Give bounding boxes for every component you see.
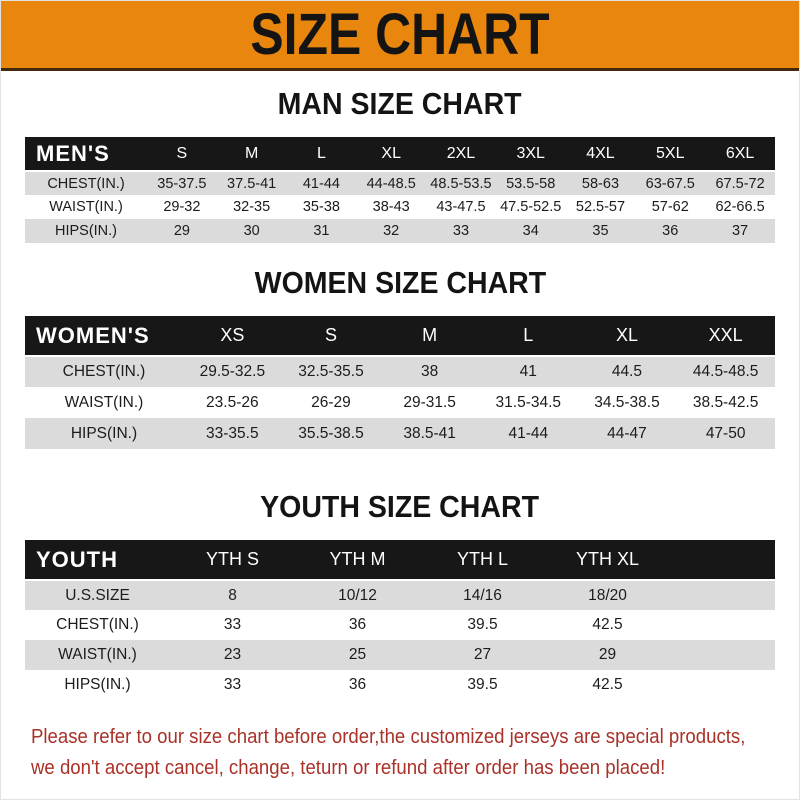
women-col-header: L: [479, 316, 578, 356]
cell: 38.5-41: [380, 418, 479, 449]
men-chest-row: [25, 171, 775, 195]
cell: 36: [348, 676, 367, 693]
cell: 42.5: [592, 616, 623, 633]
men-col-header: S: [147, 137, 217, 171]
cell: 33: [223, 616, 242, 633]
banner: [1, 1, 799, 71]
spacer-cell: [670, 580, 775, 610]
youth-chest-row: [25, 610, 775, 640]
spacer-cell: [670, 610, 775, 640]
cell: 37.5-41: [217, 171, 287, 195]
banner-title: SIZE CHART: [250, 1, 550, 67]
spacer-cell: [670, 640, 775, 670]
row-label: HIPS(IN.): [25, 418, 183, 449]
men-waist-row: [25, 195, 775, 219]
cell: 33: [426, 219, 496, 243]
cell: 33-35.5: [183, 418, 282, 449]
cell: 26-29: [311, 393, 351, 411]
youth-ussize-row: [25, 580, 775, 610]
men-size-table: [25, 137, 775, 243]
cell: 41-44: [287, 171, 357, 195]
cell: 23: [170, 640, 295, 670]
row-label: U.S.SIZE: [25, 580, 170, 610]
women-size-table: [25, 316, 775, 449]
cell: 29-31.5: [403, 393, 456, 411]
men-col-header: 3XL: [496, 137, 566, 171]
cell: 14/16: [420, 580, 545, 610]
cell: 31.5-34.5: [495, 393, 562, 411]
cell: 32: [356, 219, 426, 243]
women-col-header: XL: [578, 316, 677, 356]
cell: 25: [295, 640, 420, 670]
cell: 38: [380, 356, 479, 387]
youth-hips-row: [25, 670, 775, 700]
cell: 38.5-42.5: [692, 393, 759, 411]
women-chest-row: [25, 356, 775, 387]
men-section-heading: [1, 86, 799, 122]
row-label: HIPS(IN.): [64, 676, 131, 693]
disclaimer-line-2: we don't accept cancel, change, teturn or refund after order has been placed!: [31, 757, 666, 779]
cell: 44-47: [578, 418, 677, 449]
disclaimer-line-1: Please refer to our size chart before order,the customized jerseys are special products,: [31, 726, 746, 748]
men-col-header: L: [287, 137, 357, 171]
cell: 29: [545, 640, 670, 670]
men-col-header: 6XL: [705, 137, 775, 171]
cell: 62-66.5: [715, 199, 765, 215]
row-label: CHEST(IN.): [25, 356, 183, 387]
cell: 52.5-57: [575, 199, 626, 215]
cell: 35.5-38.5: [282, 418, 381, 449]
cell: 10/12: [295, 580, 420, 610]
cell: 39.5: [467, 676, 498, 693]
youth-waist-row: [25, 640, 775, 670]
cell: 34: [496, 219, 566, 243]
cell: 30: [217, 219, 287, 243]
cell: 38-43: [372, 199, 410, 215]
cell: 67.5-72: [705, 171, 775, 195]
cell: 34.5-38.5: [594, 393, 660, 411]
cell: 41: [479, 356, 578, 387]
men-col-header: 4XL: [566, 137, 636, 171]
youth-col-header: YTH XL: [545, 540, 670, 580]
cell: 47-50: [676, 418, 775, 449]
women-table-label: WOMEN'S: [25, 316, 183, 356]
cell: 44.5-48.5: [676, 356, 775, 387]
cell: 8: [170, 580, 295, 610]
cell: 44-48.5: [356, 171, 426, 195]
women-col-header: XS: [183, 316, 282, 356]
cell: 53.5-58: [496, 171, 566, 195]
footer-disclaimer: [1, 722, 799, 784]
men-hips-row: [25, 219, 775, 243]
women-col-header: S: [282, 316, 381, 356]
cell: 44.5: [578, 356, 677, 387]
cell: 36: [348, 616, 367, 633]
youth-header-row: [25, 540, 775, 580]
row-label: WAIST(IN.): [25, 640, 170, 670]
cell: 63-67.5: [635, 171, 705, 195]
row-label: CHEST(IN.): [56, 616, 139, 633]
cell: 35-37.5: [147, 171, 217, 195]
cell: 42.5: [592, 676, 623, 693]
women-waist-row: [25, 387, 775, 418]
cell: 37: [705, 219, 775, 243]
women-col-header: XXL: [676, 316, 775, 356]
cell: 58-63: [566, 171, 636, 195]
cell: 48.5-53.5: [426, 171, 496, 195]
cell: 29-32: [163, 199, 201, 215]
cell: 29: [147, 219, 217, 243]
youth-size-table: [25, 540, 775, 700]
youth-heading-text: YOUTH SIZE CHART: [260, 489, 540, 524]
cell: 23.5-26: [206, 393, 259, 411]
women-heading-text: WOMEN SIZE CHART: [254, 265, 546, 300]
cell: 31: [287, 219, 357, 243]
youth-col-header: YTH M: [295, 540, 420, 580]
cell: 36: [635, 219, 705, 243]
spacer-cell: [670, 540, 775, 580]
cell: 43-47.5: [436, 199, 486, 215]
row-label: CHEST(IN.): [25, 171, 147, 195]
men-col-header: M: [217, 137, 287, 171]
cell: 32.5-35.5: [282, 356, 381, 387]
women-col-header: M: [380, 316, 479, 356]
row-label: HIPS(IN.): [25, 219, 147, 243]
cell: 32-35: [233, 199, 271, 215]
youth-table-label: YOUTH: [25, 540, 170, 580]
cell: 27: [420, 640, 545, 670]
men-heading-text: MAN SIZE CHART: [277, 86, 523, 121]
cell: 47.5-52.5: [500, 199, 562, 215]
row-label: WAIST(IN.): [64, 393, 144, 411]
women-header-row: [25, 316, 775, 356]
cell: 39.5: [467, 616, 498, 633]
cell: 35-38: [302, 199, 340, 215]
youth-col-header: YTH L: [420, 540, 545, 580]
men-col-header: 5XL: [635, 137, 705, 171]
spacer-cell: [670, 670, 775, 700]
cell: 33: [223, 676, 242, 693]
youth-section-heading: [1, 489, 799, 525]
men-table-label: MEN'S: [25, 137, 147, 171]
row-label: WAIST(IN.): [49, 199, 123, 215]
men-col-header: 2XL: [426, 137, 496, 171]
cell: 41-44: [479, 418, 578, 449]
cell: 57-62: [651, 199, 689, 215]
cell: 29.5-32.5: [183, 356, 282, 387]
men-header-row: [25, 137, 775, 171]
cell: 35: [566, 219, 636, 243]
youth-col-header: YTH S: [170, 540, 295, 580]
women-hips-row: [25, 418, 775, 449]
cell: 18/20: [545, 580, 670, 610]
women-section-heading: [1, 265, 799, 301]
men-col-header: XL: [356, 137, 426, 171]
